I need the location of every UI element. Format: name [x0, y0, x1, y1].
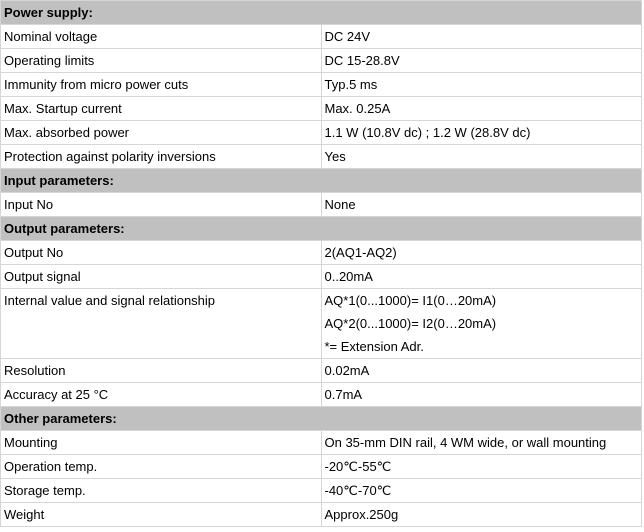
table-row [1, 503, 642, 527]
table-row [1, 383, 642, 407]
row-value: 0..20mA [321, 265, 642, 289]
section-header-power [1, 1, 642, 25]
row-value: 1.1 W (10.8V dc) ; 1.2 W (28.8V dc) [321, 121, 642, 145]
section-title: Other parameters: [1, 407, 642, 431]
table-row [1, 193, 642, 217]
row-value: -20℃-55℃ [321, 455, 642, 479]
row-label: Operating limits [1, 49, 322, 73]
row-label: Nominal voltage [1, 25, 322, 49]
section-header-output [1, 217, 642, 241]
row-label: Input No [1, 193, 322, 217]
row-label: Storage temp. [1, 479, 322, 503]
row-value: 2(AQ1-AQ2) [321, 241, 642, 265]
table-row [1, 121, 642, 145]
table-row [1, 25, 642, 49]
row-label: Output No [1, 241, 322, 265]
table-row [1, 241, 642, 265]
table-row [1, 49, 642, 73]
table-row [1, 73, 642, 97]
section-title: Output parameters: [1, 217, 642, 241]
row-value: 0.02mA [321, 359, 642, 383]
row-label: Resolution [1, 359, 322, 383]
value-line: AQ*2(0...1000)= I2(0…20mA) [324, 316, 497, 331]
row-value: None [321, 193, 642, 217]
table-row [1, 455, 642, 479]
table-row [1, 289, 642, 359]
row-value: Max. 0.25A [321, 97, 642, 121]
section-title: Input parameters: [1, 169, 642, 193]
section-header-other [1, 407, 642, 431]
row-value: Yes [321, 145, 642, 169]
row-label: Max. Startup current [1, 97, 322, 121]
table-row [1, 479, 642, 503]
row-label: Weight [1, 503, 322, 527]
value-line: AQ*1(0...1000)= I1(0…20mA) [324, 293, 497, 308]
section-header-input [1, 169, 642, 193]
row-value-multiline [321, 289, 642, 359]
row-label: Mounting [1, 431, 322, 455]
row-label: Output signal [1, 265, 322, 289]
row-value: -40℃-70℃ [321, 479, 642, 503]
table-row [1, 431, 642, 455]
table-row [1, 359, 642, 383]
row-label: Internal value and signal relationship [1, 289, 322, 359]
row-value: DC 24V [321, 25, 642, 49]
table-row [1, 265, 642, 289]
section-title: Power supply: [1, 1, 642, 25]
table-row [1, 97, 642, 121]
row-value: 0.7mA [321, 383, 642, 407]
row-label: Accuracy at 25 °C [1, 383, 322, 407]
row-label: Max. absorbed power [1, 121, 322, 145]
table-row [1, 145, 642, 169]
row-value: DC 15-28.8V [321, 49, 642, 73]
row-value: Typ.5 ms [321, 73, 642, 97]
row-label: Immunity from micro power cuts [1, 73, 322, 97]
row-label: Protection against polarity inversions [1, 145, 322, 169]
row-value: Approx.250g [321, 503, 642, 527]
value-line: *= Extension Adr. [324, 339, 424, 354]
row-label: Operation temp. [1, 455, 322, 479]
row-value: On 35-mm DIN rail, 4 WM wide, or wall mounting [321, 431, 642, 455]
